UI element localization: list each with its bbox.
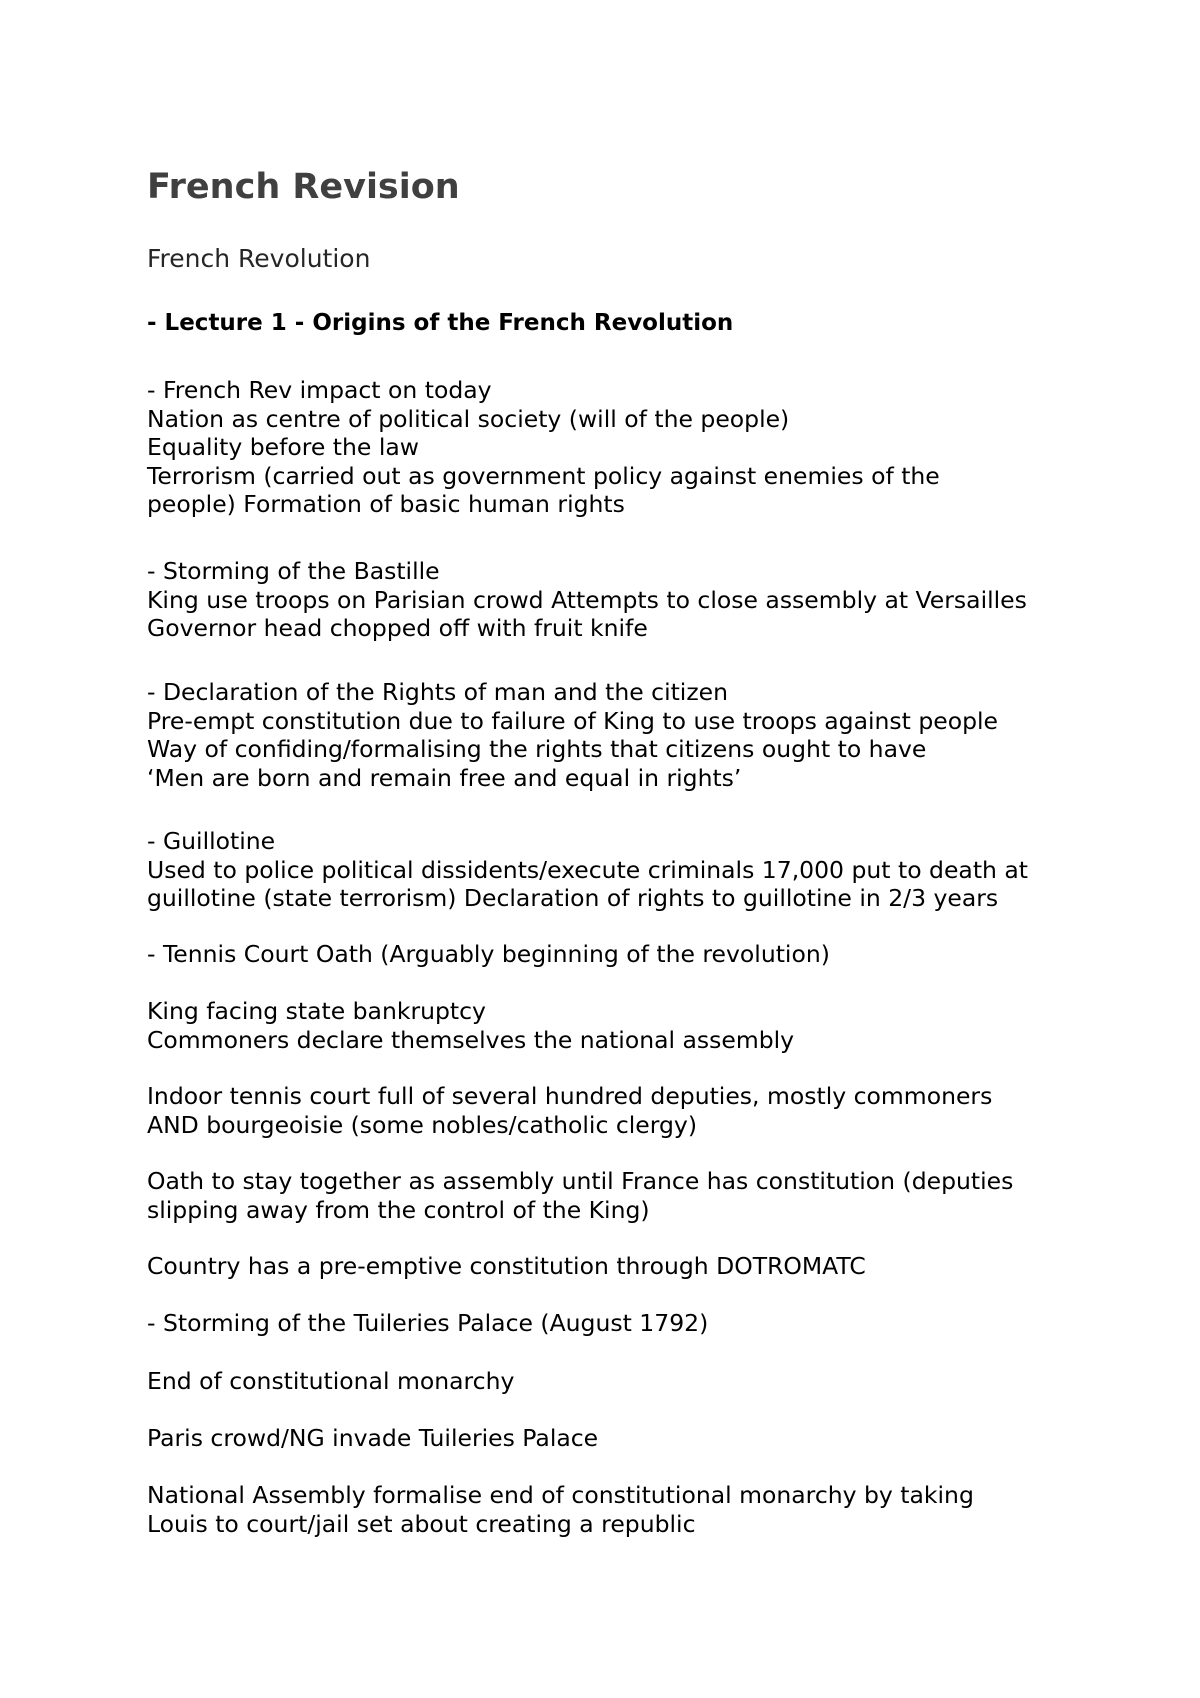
section-line: Terrorism (carried out as government policy against enemies of the — [147, 461, 940, 490]
section-line: ‘Men are born and remain free and equal in rights’ — [147, 763, 742, 792]
lecture-heading: - Lecture 1 - Origins of the French Revolution — [147, 310, 734, 336]
section-line: End of constitutional monarchy — [147, 1367, 515, 1395]
section-declaration — [147, 678, 1087, 792]
section-indoor-court — [147, 1082, 1087, 1139]
section-line: Used to police political dissidents/execute criminals 17,000 put to death at — [147, 855, 1029, 884]
section-line: - Declaration of the Rights of man and the citizen — [147, 678, 729, 706]
section-line: Way of confiding/formalising the rights that citizens ought to have — [147, 735, 927, 763]
section-line: Oath to stay together as assembly until France has constitution (deputies — [147, 1167, 1014, 1195]
section-line: - French Rev impact on today — [147, 376, 492, 404]
section-line: Governor head chopped off with fruit knife — [147, 614, 648, 642]
section-line: - Guillotine — [147, 827, 276, 855]
section-national-assembly — [147, 1481, 1087, 1538]
section-line: - Storming of the Tuileries Palace (August 1792) — [147, 1309, 709, 1337]
section-line: King facing state bankruptcy — [147, 997, 486, 1025]
section-line: - Tennis Court Oath (Arguably beginning of the revolution) — [147, 940, 830, 968]
section-guillotine — [147, 827, 1087, 913]
section-oath — [147, 1167, 1087, 1224]
section-line: people) Formation of basic human rights — [147, 490, 625, 518]
section-tuileries — [147, 1309, 1087, 1338]
section-line: Louis to court/jail set about creating a republic — [147, 1509, 696, 1538]
section-line: - Storming of the Bastille — [147, 557, 440, 585]
section-tennis-court-oath — [147, 940, 1087, 969]
document-title: French Revision — [147, 167, 460, 207]
section-line: AND bourgeoisie (some nobles/catholic clergy) — [147, 1110, 697, 1139]
section-line: National Assembly formalise end of constitutional monarchy by taking — [147, 1481, 974, 1509]
section-line: Nation as centre of political society (will of the people) — [147, 404, 790, 433]
section-constitution — [147, 1252, 1087, 1281]
section-line: Country has a pre-emptive constitution through DOTROMATC — [147, 1252, 866, 1280]
section-line: slipping away from the control of the King) — [147, 1195, 650, 1224]
section-line: Equality before the law — [147, 433, 419, 461]
section-end-monarchy — [147, 1367, 1087, 1396]
section-line: Commoners declare themselves the national assembly — [147, 1025, 795, 1054]
section-impact-today — [147, 376, 1087, 519]
section-paris-crowd — [147, 1424, 1087, 1453]
section-line: Paris crowd/NG invade Tuileries Palace — [147, 1424, 599, 1452]
section-line: Pre-empt constitution due to failure of King to use troops against people — [147, 706, 999, 735]
section-line: Indoor tennis court full of several hundred deputies, mostly commoners — [147, 1082, 993, 1110]
section-bastille — [147, 557, 1087, 643]
section-line: guillotine (state terrorism) Declaration of rights to guillotine in 2/3 years — [147, 884, 999, 912]
section-line: King use troops on Parisian crowd Attempts to close assembly at Versailles — [147, 585, 1027, 614]
document-subtitle: French Revolution — [147, 244, 371, 273]
section-bankruptcy — [147, 997, 1087, 1054]
